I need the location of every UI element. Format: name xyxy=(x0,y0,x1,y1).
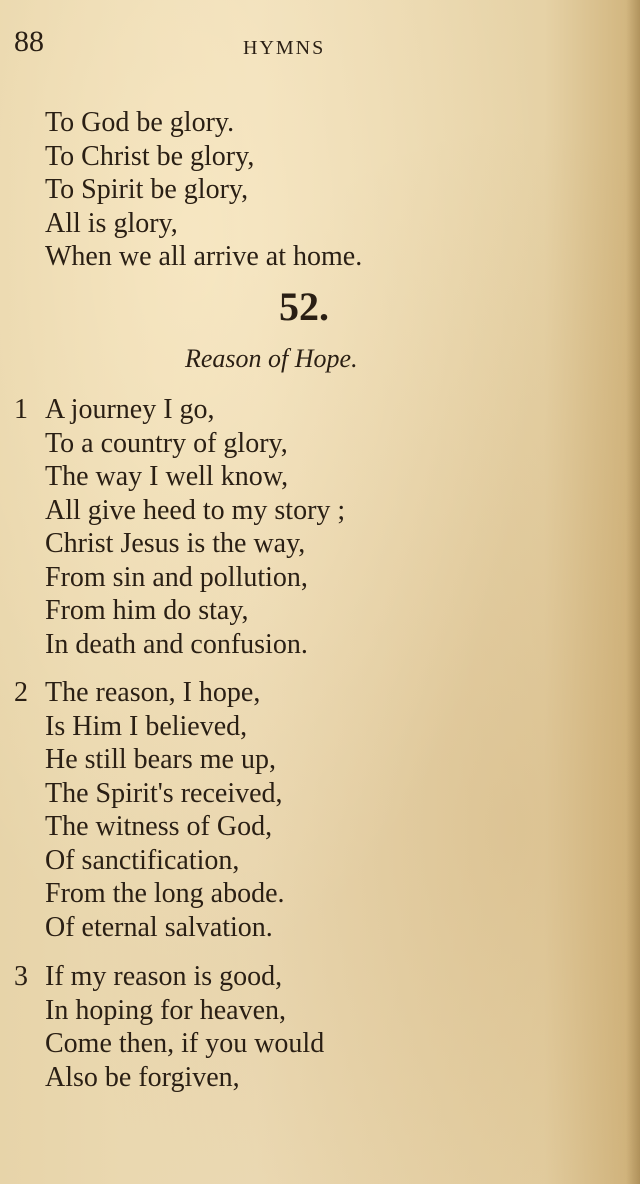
verse-line: To a country of glory, xyxy=(45,427,288,459)
verse-line: To God be glory. xyxy=(45,107,235,138)
stanza-number: 1 xyxy=(14,394,28,425)
verse-line: The Spirit's received, xyxy=(45,777,283,809)
verse-line: From sin and pollution, xyxy=(45,561,308,593)
verse-line: The witness of God, xyxy=(45,811,273,842)
stanza-number: 2 xyxy=(14,677,28,708)
verse-line: Christ Jesus is the way, xyxy=(45,528,306,559)
hymn-number: 52. xyxy=(279,284,329,329)
verse-line: To Christ be glory, xyxy=(45,140,255,172)
verse-line: He still bears me up, xyxy=(45,744,276,775)
verse-line: Of eternal salvation. xyxy=(45,911,273,943)
verse-line: From the long abode. xyxy=(45,878,285,909)
verse-line: All is glory, xyxy=(45,207,178,239)
stanza-3 xyxy=(45,960,324,1094)
stanza-2 xyxy=(45,676,285,944)
verse-line: If my reason is good, xyxy=(45,961,283,992)
verse-line: From him do stay, xyxy=(45,595,249,626)
hymn-title: Reason of Hope. xyxy=(185,344,358,373)
verse-line: The reason, I hope, xyxy=(45,677,261,708)
verse-line: When we all arrive at home. xyxy=(45,241,363,272)
verse-line: Is Him I believed, xyxy=(45,710,248,742)
verse-line: Of sanctification, xyxy=(45,844,240,876)
continued-verse xyxy=(45,106,362,274)
page-number: 88 xyxy=(14,25,44,58)
stanza-number: 3 xyxy=(14,961,28,992)
verse-line: The way I well know, xyxy=(45,461,289,492)
verse-line: Come then, if you would xyxy=(45,1028,325,1059)
verse-line: Also be forgiven, xyxy=(45,1061,240,1093)
verse-line: In death and confusion. xyxy=(45,628,308,660)
verse-line: A journey I go, xyxy=(45,394,215,425)
running-head: HYMNS xyxy=(243,37,326,59)
verse-line: All give heed to my story ; xyxy=(45,494,346,526)
verse-line: To Spirit be glory, xyxy=(45,174,249,205)
verse-line: In hoping for heaven, xyxy=(45,994,287,1026)
stanza-1 xyxy=(45,393,345,661)
page-edge-shadow xyxy=(626,0,640,1184)
